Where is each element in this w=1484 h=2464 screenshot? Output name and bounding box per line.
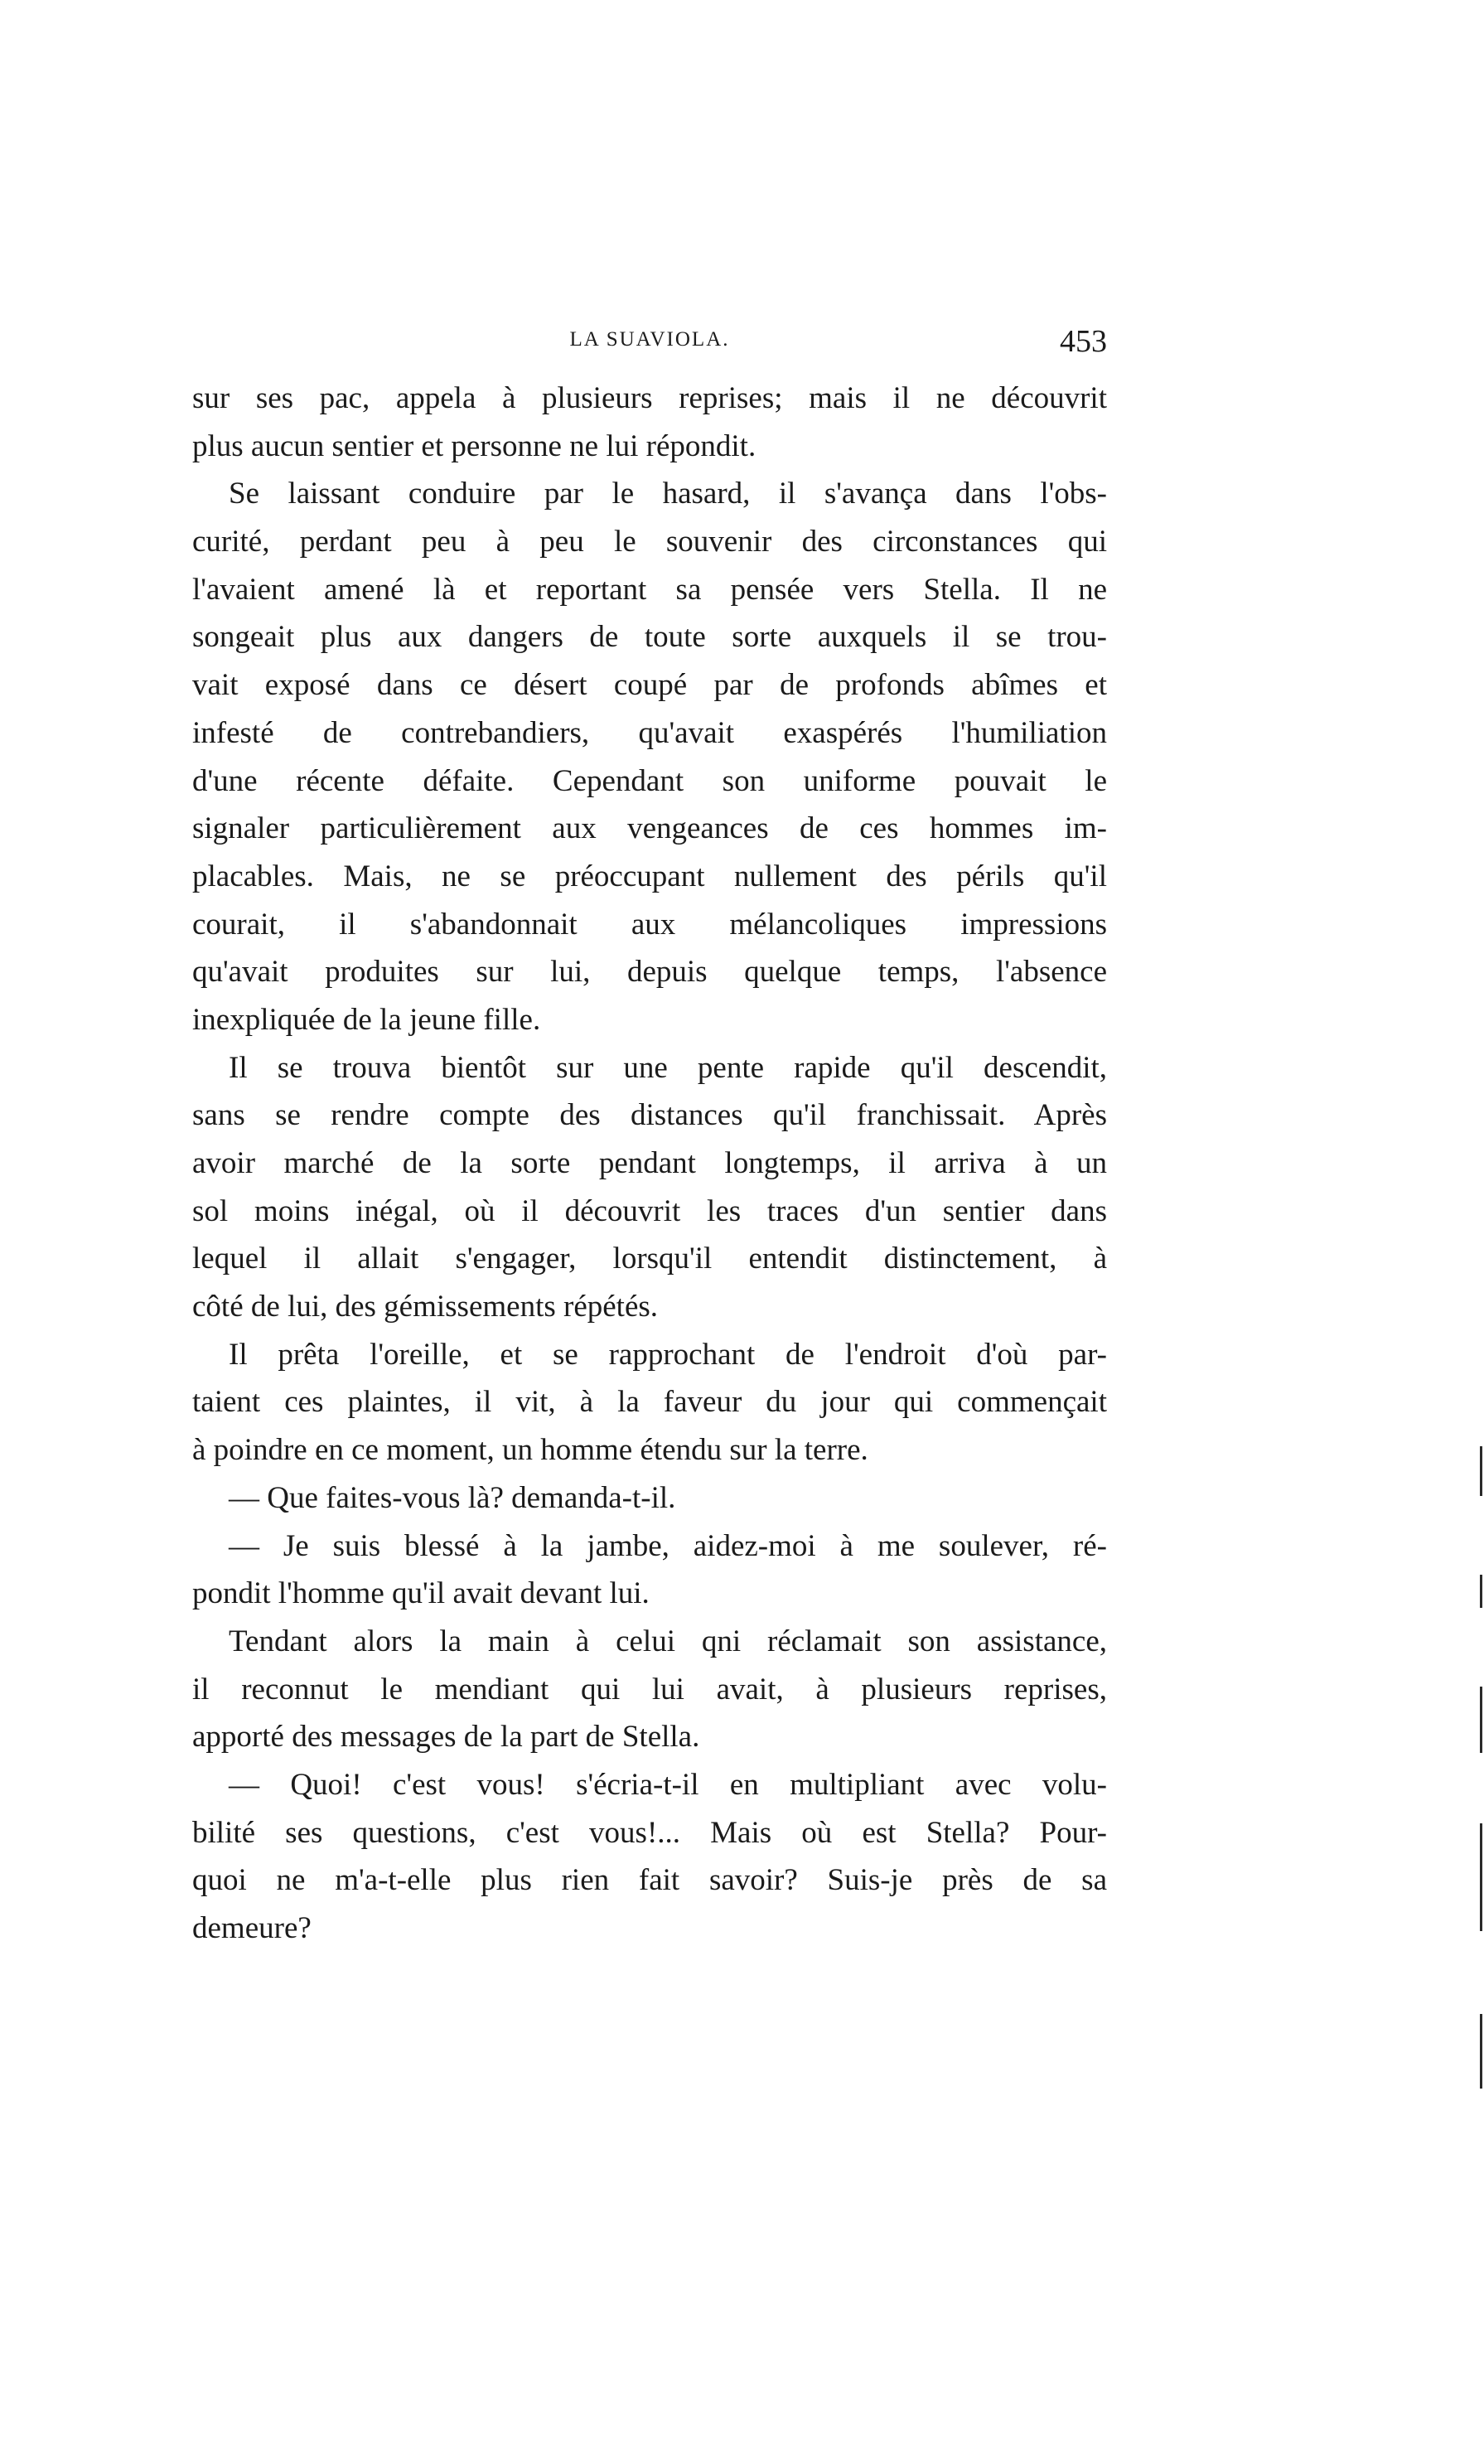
- text-line: infesté de contrebandiers, qu'avait exaspérés l'humiliation: [192, 715, 1107, 750]
- text-line: Se laissant conduire par le hasard, il s'avança dans l'obs-: [229, 477, 1107, 511]
- text-line: l'avaient amené là et reportant sa pensée vers Stella. Il ne: [192, 572, 1107, 607]
- text-line: côté de lui, des gémissements répétés.: [192, 1290, 659, 1324]
- text-line: Il se trouva bientôt sur une pente rapide qu'il descendit,: [229, 1050, 1107, 1085]
- text-line: à poindre en ce moment, un homme étendu sur la terre.: [192, 1433, 868, 1468]
- text-line: — Quoi! c'est vous! s'écria-t-il en multipliant avec volu-: [229, 1767, 1107, 1802]
- text-line: vait exposé dans ce désert coupé par de profonds abîmes et: [192, 668, 1107, 703]
- running-head: [192, 323, 1107, 365]
- text-line: taient ces plaintes, il vit, à la faveur du jour qui commençait: [192, 1385, 1107, 1420]
- text-line: courait, il s'abandonnait aux mélancoliques impressions: [192, 907, 1107, 942]
- text-line: sans se rendre compte des distances qu'il franchissait. Après: [192, 1098, 1107, 1133]
- body-text: [192, 375, 1107, 1953]
- text-line: signaler particulièrement aux vengeances de ces hommes im-: [192, 811, 1107, 846]
- text-line: pondit l'homme qu'il avait devant lui.: [192, 1576, 650, 1611]
- scan-edge-mark: [1480, 1823, 1482, 1931]
- text-line: — Je suis blessé à la jambe, aidez-moi à me soulever, ré-: [229, 1528, 1107, 1563]
- text-line: curité, perdant peu à peu le souvenir des circonstances qui: [192, 525, 1107, 559]
- text-line: qu'avait produites sur lui, depuis quelque temps, l'absence: [192, 955, 1107, 990]
- text-line: demeure?: [192, 1911, 312, 1945]
- text-line: sol moins inégal, où il découvrit les traces d'un sentier dans: [192, 1193, 1107, 1228]
- text-line: d'une récente défaite. Cependant son uniforme pouvait le: [192, 763, 1107, 798]
- text-line: Il prêta l'oreille, et se rapprochant de l'endroit d'où par-: [229, 1337, 1107, 1372]
- text-line: bilité ses questions, c'est vous!... Mais où est Stella? Pour-: [192, 1815, 1107, 1850]
- page-number: 453: [1060, 324, 1107, 359]
- scan-edge-mark: [1480, 2014, 1482, 2089]
- text-line: inexpliquée de la jeune fille.: [192, 1002, 541, 1037]
- text-line: — Que faites-vous là? demanda-t-il.: [229, 1480, 676, 1515]
- text-line: sur ses pac, appela à plusieurs reprises; mais il ne découvrit: [192, 381, 1107, 415]
- text-line: il reconnut le mendiant qui lui avait, à plusieurs reprises,: [192, 1672, 1107, 1706]
- text-line: Tendant alors la main à celui qni réclamait son assistance,: [229, 1624, 1107, 1658]
- scan-edge-mark: [1480, 1446, 1482, 1496]
- text-line: lequel il allait s'engager, lorsqu'il entendit distinctement, à: [192, 1242, 1107, 1276]
- text-line: songeait plus aux dangers de toute sorte auxquels il se trou-: [192, 620, 1107, 655]
- text-line: placables. Mais, ne se préoccupant nullement des périls qu'il: [192, 859, 1107, 893]
- text-line: quoi ne m'a-t-elle plus rien fait savoir? Suis-je près de sa: [192, 1863, 1107, 1898]
- text-line: plus aucun sentier et personne ne lui répondit.: [192, 428, 757, 463]
- text-line: avoir marché de la sorte pendant longtemps, il arriva à un: [192, 1146, 1107, 1180]
- text-line: apporté des messages de la part de Stella.: [192, 1720, 700, 1755]
- running-title: LA SUAVIOLA.: [569, 328, 730, 351]
- scan-edge-mark: [1480, 1575, 1482, 1608]
- scan-edge-mark: [1480, 1687, 1482, 1753]
